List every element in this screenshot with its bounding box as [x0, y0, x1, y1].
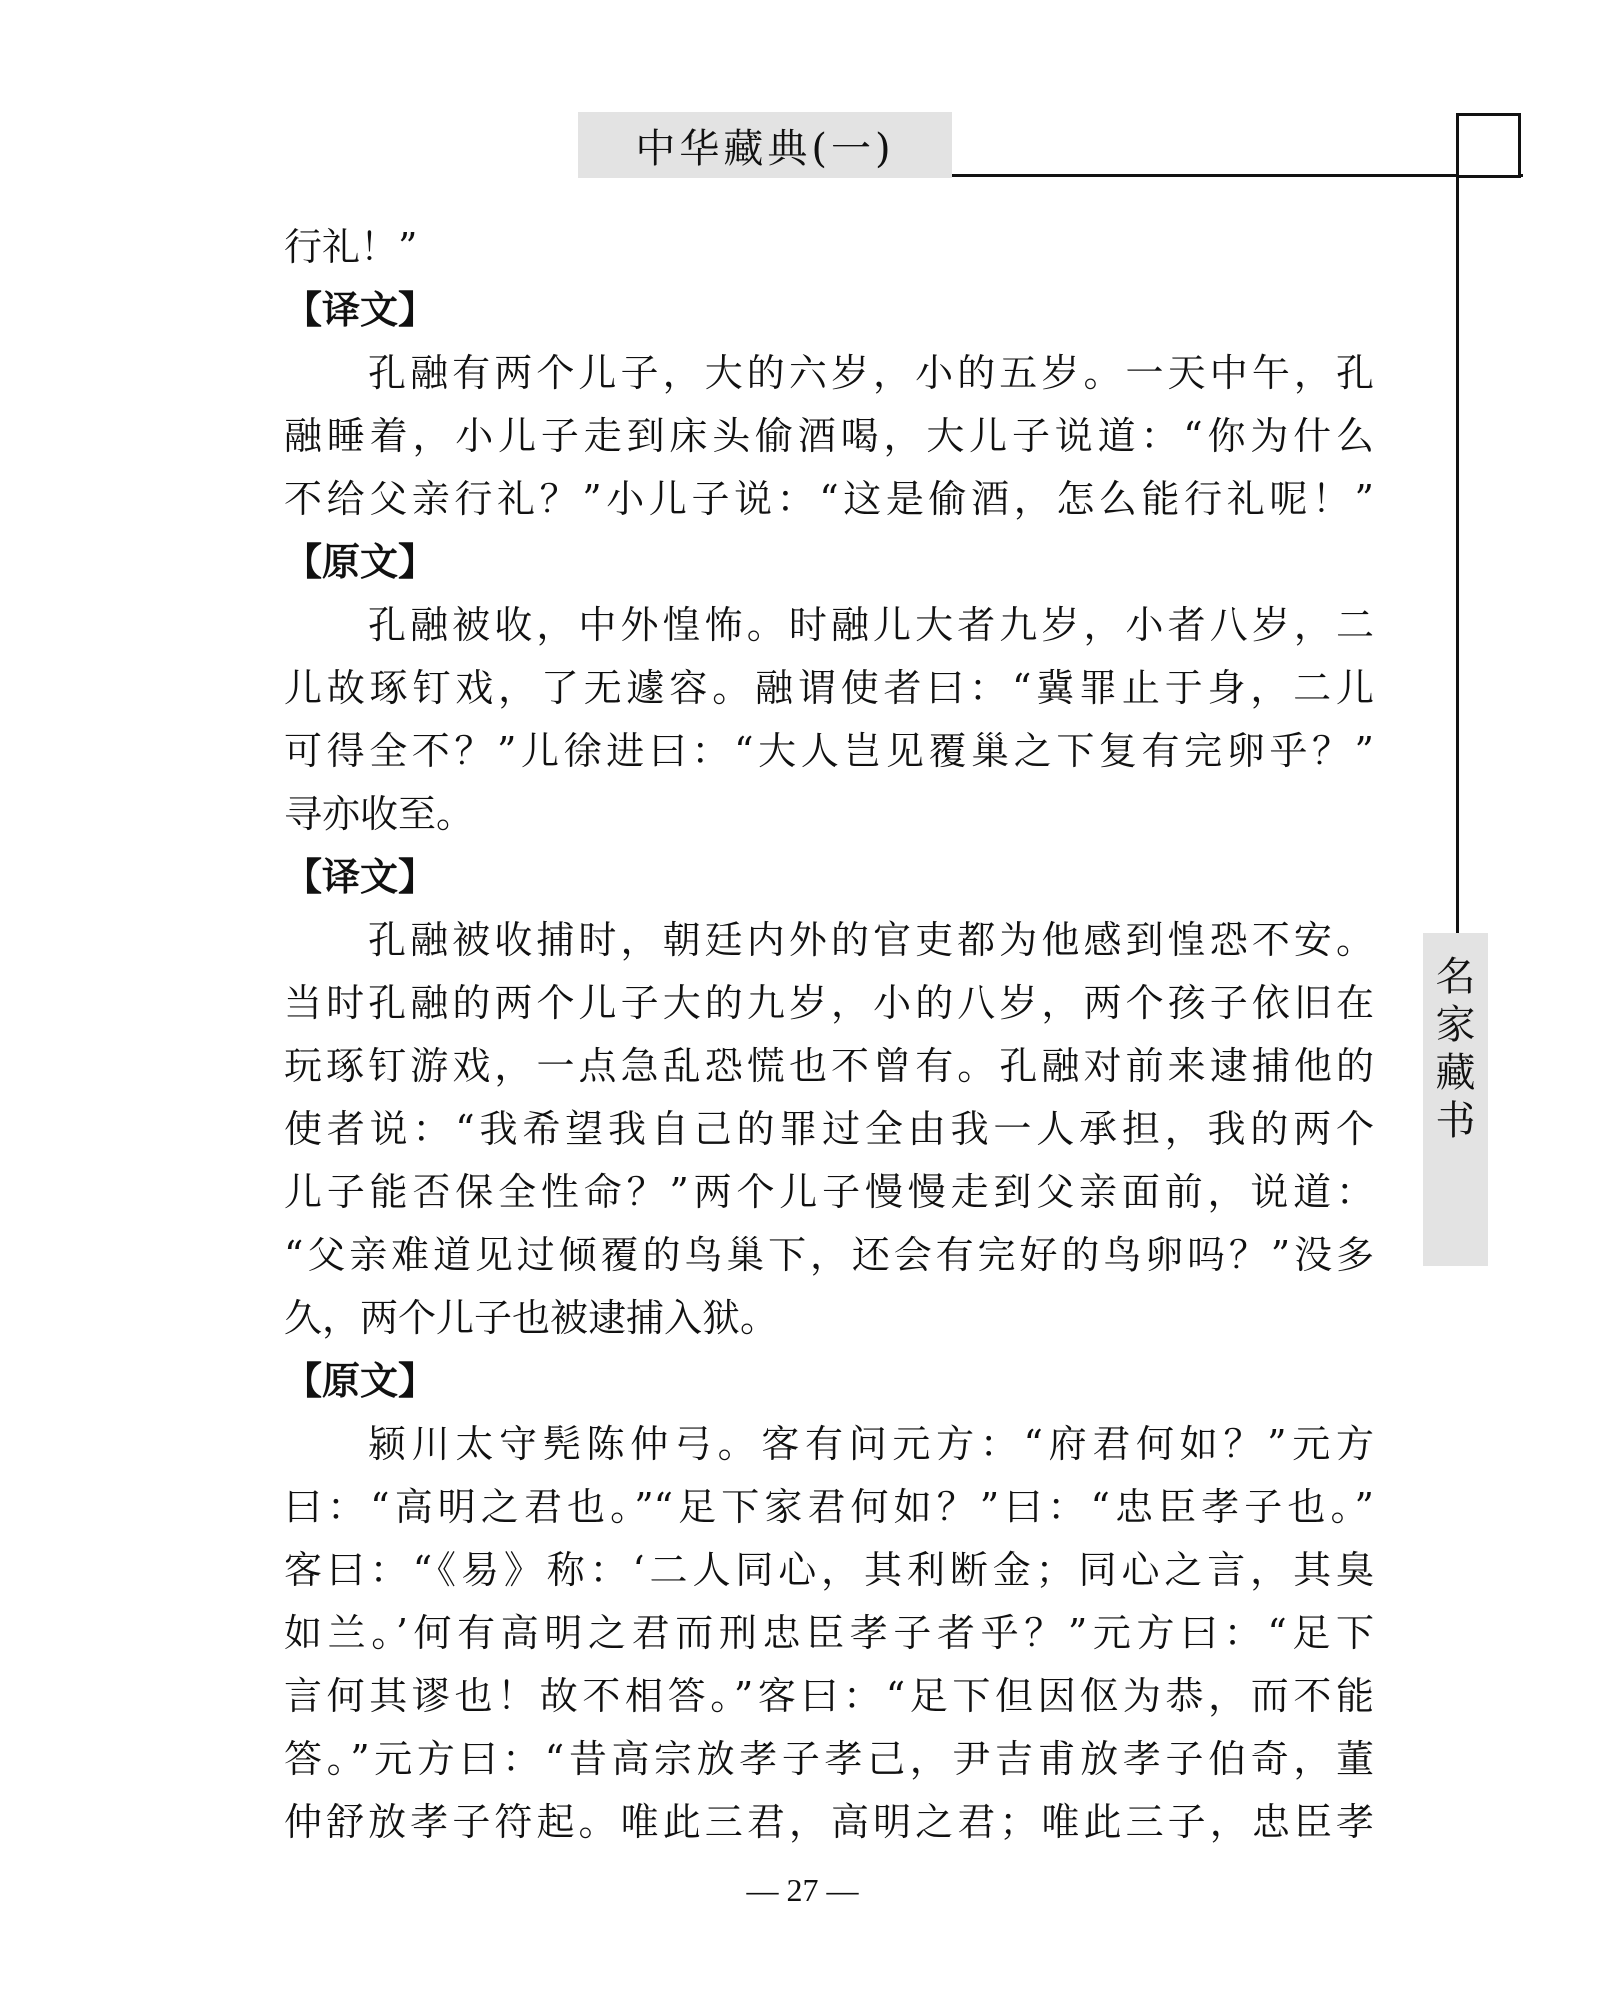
page-body [284, 216, 1374, 1854]
text-line: 寻亦收至。 [284, 792, 475, 836]
text-line: 如兰。’何有高明之君而刑忠臣孝子者乎？”元方曰：“足下 [284, 1611, 1374, 1655]
text-line: 曰：“高明之君也。”“足下家君何如？”曰：“忠臣孝子也。” [284, 1485, 1374, 1529]
text-line: 不给父亲行礼？”小儿子说：“这是偷酒，怎么能行礼呢！” [284, 477, 1374, 521]
text-line: 儿子能否保全性命？”两个儿子慢慢走到父亲面前，说道： [284, 1170, 1374, 1214]
section-heading: 【译文】 [284, 288, 437, 332]
header-rule [952, 174, 1523, 177]
section-tab-char: 名 [1435, 954, 1476, 1000]
section-tab-char: 书 [1435, 1098, 1476, 1144]
corner-square [1456, 113, 1521, 178]
text-line: 久，两个儿子也被逮捕入狱。 [284, 1296, 779, 1340]
text-line: 言何其谬也！故不相答。”客曰：“足下但因伛为恭，而不能 [284, 1674, 1374, 1718]
text-line: 可得全不？”儿徐进曰：“大人岂见覆巢之下复有完卵乎？” [284, 729, 1374, 773]
text-line: 孔融被收，中外惶怖。时融儿大者九岁，小者八岁，二 [368, 603, 1374, 647]
text-line: 使者说：“我希望我自己的罪过全由我一人承担，我的两个 [284, 1107, 1374, 1151]
text-line: 仲舒放孝子符起。唯此三君，高明之君；唯此三子，忠臣孝 [284, 1800, 1374, 1844]
text-line: 行礼！” [284, 225, 418, 269]
text-line: 玩琢钉游戏，一点急乱恐慌也不曾有。孔融对前来逮捕他的 [284, 1044, 1374, 1088]
section-tab-char: 家 [1435, 1002, 1476, 1048]
page-number: — 27 — [746, 1872, 859, 1908]
text-line: 孔融被收捕时，朝廷内外的官吏都为他感到惶恐不安。 [368, 918, 1374, 962]
section-tab-char: 藏 [1435, 1050, 1476, 1096]
book-title: 中华藏典(一) [635, 125, 895, 172]
section-tab [1423, 933, 1488, 1266]
section-heading: 【原文】 [284, 1359, 437, 1403]
text-line: 当时孔融的两个儿子大的九岁，小的八岁，两个孩子依旧在 [284, 981, 1374, 1025]
running-header [578, 112, 952, 178]
text-line: 孔融有两个儿子，大的六岁，小的五岁。一天中午，孔 [368, 351, 1374, 395]
section-heading: 【译文】 [284, 855, 437, 899]
text-line: 融睡着，小儿子走到床头偷酒喝，大儿子说道：“你为什么 [284, 414, 1374, 458]
text-line: 答。”元方曰：“昔高宗放孝子孝己，尹吉甫放孝子伯奇，董 [284, 1737, 1374, 1781]
text-line: 客曰：“《易》称：‘二人同心，其利断金；同心之言，其臭 [284, 1548, 1374, 1592]
section-heading: 【原文】 [284, 540, 437, 584]
text-line: 颍川太守髡陈仲弓。客有问元方：“府君何如？”元方 [368, 1422, 1374, 1466]
side-rule [1456, 113, 1459, 933]
text-line: “父亲难道见过倾覆的鸟巢下，还会有完好的鸟卵吗？”没多 [284, 1233, 1374, 1277]
text-line: 儿故琢钉戏，了无遽容。融谓使者曰：“冀罪止于身，二儿 [284, 666, 1374, 710]
